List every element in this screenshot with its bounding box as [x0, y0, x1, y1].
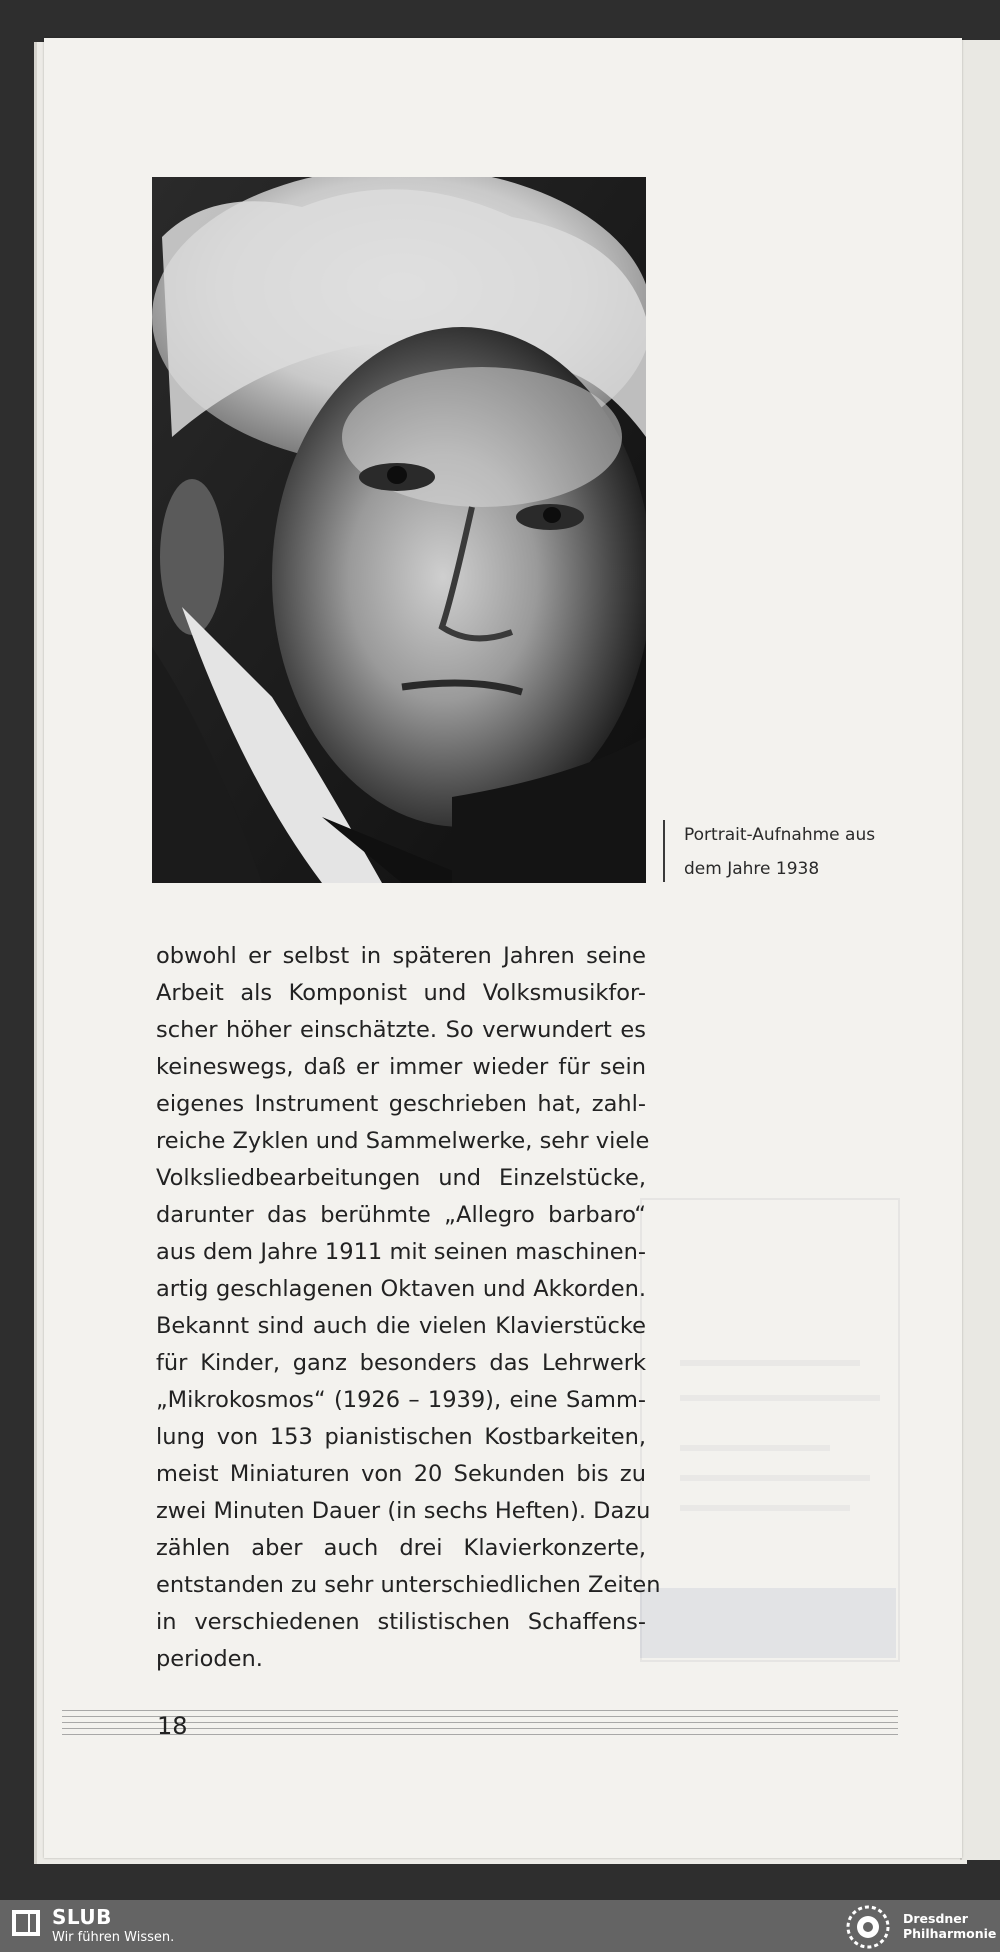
show-through-line — [680, 1505, 850, 1511]
portrait-photo — [152, 177, 646, 883]
text-line: eigenes Instrument geschrieben hat, zahl- — [156, 1091, 646, 1117]
slub-tagline: Wir führen Wissen. — [52, 1930, 175, 1945]
text-line: meist Miniaturen von 20 Sekunden bis zu — [156, 1461, 646, 1487]
text-line: aus dem Jahre 1911 mit seinen maschinen- — [156, 1239, 646, 1265]
photo-caption — [684, 818, 904, 886]
text-line: zwei Minuten Dauer (in sechs Heften). Dazu — [156, 1498, 651, 1524]
slub-name[interactable]: SLUB — [52, 1905, 112, 1929]
next-page-edge — [960, 40, 1000, 1860]
partner-name-line2: Philharmonie — [903, 1926, 997, 1941]
text-line: scher höher einschätzte. So verwundert es — [156, 1017, 646, 1043]
text-line: „Mikrokosmos“ (1926 – 1939), eine Samm- — [156, 1387, 646, 1413]
show-through-line — [680, 1395, 880, 1401]
text-line: entstanden zu sehr unterschiedlichen Zeiten — [156, 1572, 661, 1598]
text-line: für Kinder, ganz besonders das Lehrwerk — [156, 1350, 646, 1376]
show-through-line — [680, 1445, 830, 1451]
rule-line — [62, 1710, 898, 1711]
text-line: obwohl er selbst in späteren Jahren seine — [156, 943, 646, 969]
text-line: reiche Zyklen und Sammelwerke, sehr viele — [156, 1128, 650, 1154]
portrait-photo-icon — [152, 177, 646, 883]
text-line: Bekannt sind auch die vielen Klavierstücke — [156, 1313, 646, 1339]
text-line: zählen aber auch drei Klavierkonzerte, — [156, 1535, 646, 1561]
text-line: artig geschlagenen Oktaven und Akkorden. — [156, 1276, 646, 1302]
show-through-line — [680, 1360, 860, 1366]
text-line: in verschiedenen stilistischen Schaffens- — [156, 1609, 646, 1635]
page-number: 18 — [157, 1712, 188, 1740]
text-line: darunter das berühmte „Allegro barbaro“ — [156, 1202, 646, 1228]
caption-rule — [663, 820, 665, 882]
text-line: lung von 153 pianistischen Kostbarkeiten, — [156, 1424, 646, 1450]
slub-logo-icon[interactable] — [12, 1910, 40, 1936]
partner-name-line1: Dresdner — [903, 1911, 968, 1926]
text-line: keineswegs, daß er immer wieder für sein — [156, 1054, 646, 1080]
show-through-band — [640, 1588, 896, 1658]
body-paragraph — [156, 938, 661, 1678]
dresdner-philharmonie-logo-icon[interactable] — [842, 1904, 894, 1950]
caption-line: Portrait-Aufnahme aus — [684, 825, 876, 845]
caption-line: dem Jahre 1938 — [684, 859, 820, 879]
text-line: perioden. — [156, 1646, 263, 1672]
text-line: Arbeit als Komponist und Volksmusikfor- — [156, 980, 646, 1006]
text-line: Volksliedbearbeitungen und Einzelstücke, — [156, 1165, 646, 1191]
show-through-line — [680, 1475, 870, 1481]
